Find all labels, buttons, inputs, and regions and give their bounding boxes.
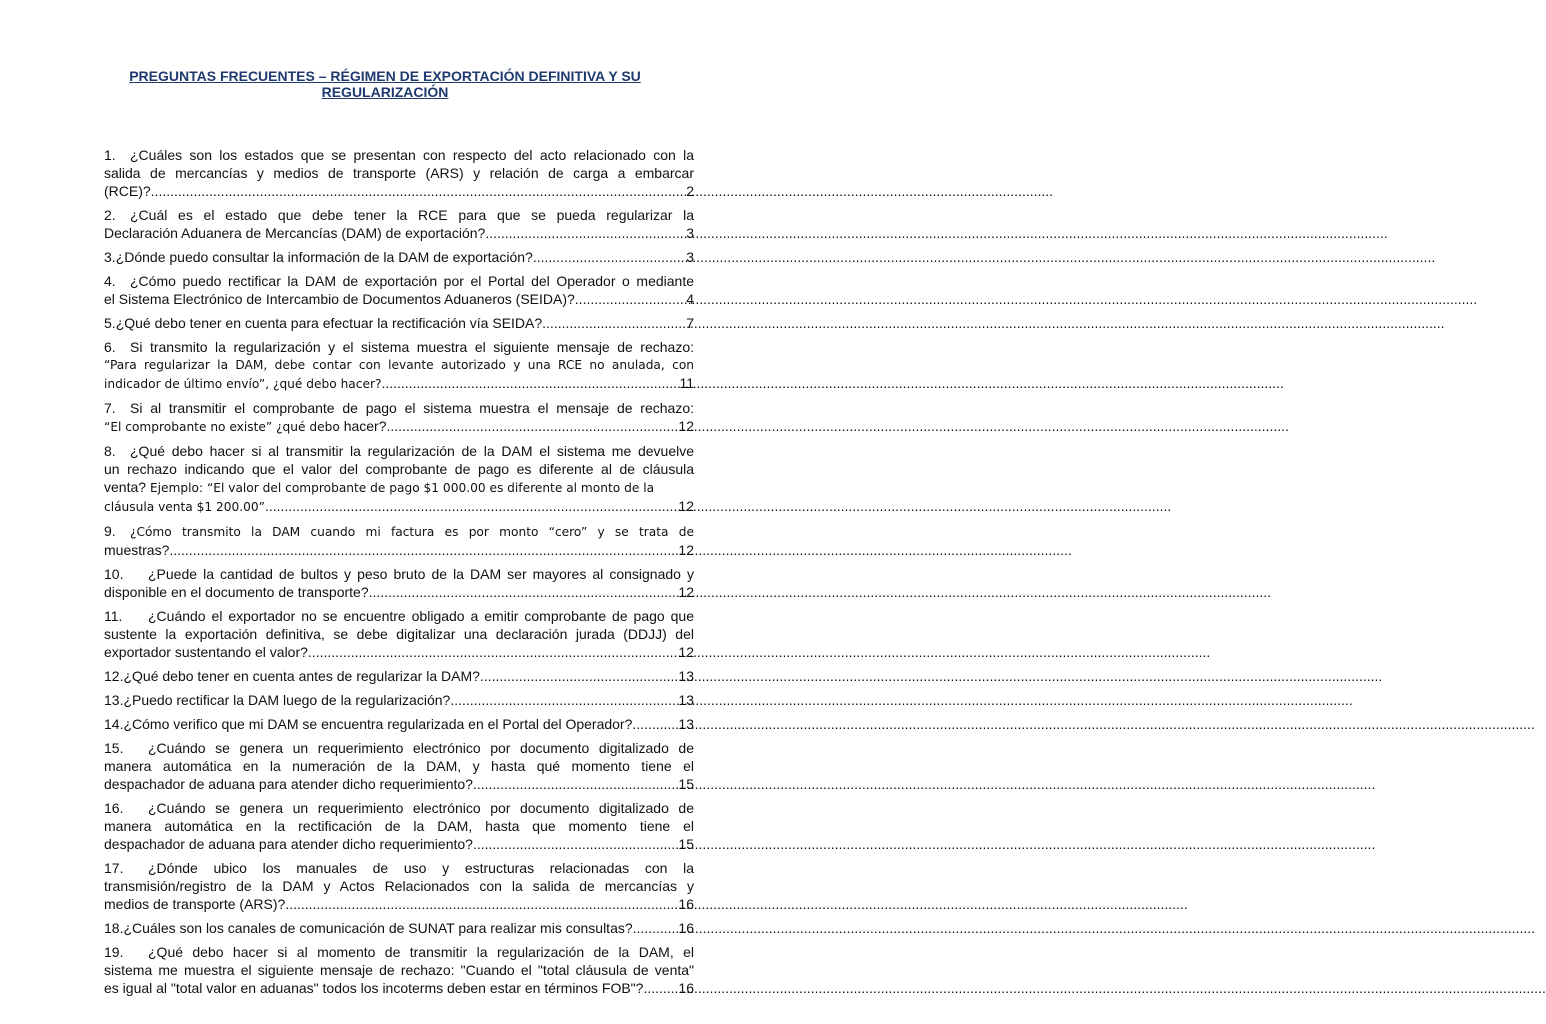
toc-text: cláusula venta $1 200.00”.	[104, 500, 269, 514]
toc-text: ¿Puedo rectificar la DAM luego de la regularización?	[123, 692, 451, 708]
title-line-2: REGULARIZACIÓN	[321, 84, 449, 100]
dot-leader	[575, 290, 686, 308]
toc-text: Declaración Aduanera de Mercancías (DAM) de exportación?	[104, 225, 486, 241]
toc-text: ¿Cuáles son los canales de comunicación de SUNAT para realizar mis consultas?	[123, 920, 633, 936]
toc-text: ¿Cuándo el exportador no se encuentre obligado a emitir comprobante de pago que	[148, 608, 694, 624]
toc-text: ¿Qué debo hacer si al momento de transmitir la regularización de la DAM, el	[148, 944, 694, 960]
toc-text: Si transmito la regularización y el sistema muestra el siguiente mensaje de rechazo:	[130, 339, 694, 355]
dot-leader	[533, 248, 686, 266]
toc-entry-5[interactable]	[104, 314, 694, 332]
toc-number: 14.	[104, 716, 124, 732]
toc-entry-16[interactable]	[104, 799, 694, 853]
toc-text: medios de transporte (ARS)?	[104, 896, 286, 912]
toc-page-number: 12	[678, 584, 694, 600]
toc-text: el Sistema Electrónico de Intercambio de Documentos Aduaneros (SEIDA)?	[104, 291, 575, 307]
toc-text: indicador de último envío”, ¿qué debo hacer?	[104, 377, 382, 391]
toc-page-number: 3	[686, 249, 694, 265]
toc-entry-4[interactable]	[104, 272, 694, 308]
toc-text: (RCE)?	[104, 183, 151, 199]
toc-page-number: 7	[686, 315, 694, 331]
toc-text: ¿Cuál es el estado que debe tener la RCE para que se pueda regularizar la	[130, 207, 694, 223]
toc-page-number: 11	[679, 375, 694, 391]
toc-number: 8.	[104, 443, 116, 459]
toc-page-number: 13	[678, 716, 694, 732]
toc-text: “Para regularizar la DAM, debe contar con levante autorizado y una RCE no anulada, con	[104, 358, 694, 372]
toc-number: 4.	[104, 273, 116, 289]
toc-text: exportador sustentando el valor?	[104, 644, 308, 660]
toc-text: sistema me muestra el siguiente mensaje de rechazo: "Cuando el "total cláusula de venta"	[104, 962, 694, 978]
toc-text: ¿Cómo puedo rectificar la DAM de exportación por el Portal del Operador o mediante	[130, 273, 694, 289]
toc-entry-11[interactable]	[104, 607, 694, 661]
toc-number: 16.	[104, 800, 124, 816]
toc-entry-17[interactable]	[104, 859, 694, 913]
title-line-1: PREGUNTAS FRECUENTES – RÉGIMEN DE EXPORTACIÓN DEFINITIVA Y SU	[129, 68, 641, 84]
dot-leader	[387, 417, 679, 435]
toc-entry-12[interactable]	[104, 667, 694, 685]
toc-text: ¿Cuáles son los estados que se presentan con respecto del acto relacionado con la	[130, 147, 694, 163]
dot-leader	[632, 715, 678, 733]
toc-text: ¿Cuándo se genera un requerimiento electrónico por documento digitalizado de	[148, 800, 694, 816]
toc-text: venta?	[104, 479, 150, 495]
dot-leader	[542, 314, 686, 332]
toc-page-number: 15	[678, 836, 694, 852]
toc-number: 9.	[104, 523, 116, 539]
toc-entry-8[interactable]	[104, 442, 694, 516]
toc-text: salida de mercancías y medios de transporte (ARS) y relación de carga a embarcar	[104, 165, 694, 181]
toc-text: disponible en el documento de transporte?	[104, 584, 369, 600]
toc-page-number: 13	[678, 668, 694, 684]
dot-leader	[450, 691, 678, 709]
dot-leader	[473, 835, 678, 853]
toc-entry-18[interactable]	[104, 919, 694, 937]
toc-number: 11.	[104, 608, 123, 624]
toc-entry-7[interactable]	[104, 399, 694, 436]
toc-number: 19.	[104, 944, 124, 960]
toc-number: 5.	[104, 315, 116, 331]
toc-text: despachador de aduana para atender dicho requerimiento?	[104, 776, 473, 792]
dot-leader	[485, 224, 686, 242]
toc-page-number: 12	[678, 498, 694, 514]
toc-page-number: 2	[686, 183, 694, 199]
toc-entry-15[interactable]	[104, 739, 694, 793]
toc-text: es igual al "total valor en aduanas" todos los incoterms deben estar en términos FOB"?	[104, 980, 644, 996]
document-page	[0, 0, 768, 1024]
toc-text: ¿Qué debo tener en cuenta para efectuar la rectificación vía SEIDA?	[115, 315, 543, 331]
toc-page-number: 16	[678, 920, 694, 936]
toc-entry-2[interactable]	[104, 206, 694, 242]
toc-entry-3[interactable]	[104, 248, 694, 266]
dot-leader	[169, 541, 678, 559]
toc-text: ¿Qué debo tener en cuenta antes de regularizar la DAM?	[123, 668, 480, 684]
toc-page-number: 4	[686, 291, 694, 307]
toc-number: 17.	[104, 860, 124, 876]
toc-text: Ejemplo: “El valor del comprobante de pago $1 000.00 es diferente al monto de la	[149, 481, 655, 495]
toc-number: 12.	[104, 668, 124, 684]
toc-text: Si al transmitir el comprobante de pago el sistema muestra el mensaje de rechazo:	[130, 400, 694, 416]
toc-entry-9[interactable]	[104, 522, 694, 559]
toc-text: un rechazo indicando que el valor del comprobante de pago es diferente al de cláusula	[104, 461, 694, 477]
toc-number: 1.	[104, 147, 116, 163]
toc-text: ¿Cómo transmito la DAM cuando mi factura es por monto “cero” y se trata de	[130, 525, 694, 539]
toc-number: 7.	[104, 400, 116, 416]
dot-leader	[480, 667, 679, 685]
toc-page-number: 13	[678, 692, 694, 708]
toc-text: ¿Puede la cantidad de bultos y peso bruto de la DAM ser mayores al consignado y	[148, 566, 694, 582]
toc-text: ¿Dónde ubico los manuales de uso y estructuras relacionadas con la	[148, 860, 694, 876]
toc-text: sustente la exportación definitiva, se debe digitalizar una declaración jurada (DDJJ) del	[104, 626, 694, 642]
toc-page-number: 16	[678, 896, 694, 912]
toc-page-number: 16	[678, 980, 694, 996]
toc-page-number: 15	[678, 776, 694, 792]
toc-number: 15.	[104, 740, 124, 756]
toc-text: ¿Cuándo se genera un requerimiento electrónico por documento digitalizado de	[148, 740, 694, 756]
toc-entry-19[interactable]	[104, 943, 694, 997]
toc-text: “El comprobante no existe” ¿qué debo	[104, 420, 344, 434]
dot-leader	[369, 583, 679, 601]
dot-leader	[308, 643, 679, 661]
toc-text: ¿Cómo verifico que mi DAM se encuentra regularizada en el Portal del Operador?	[123, 716, 633, 732]
toc-text: hacer?	[343, 418, 387, 434]
dot-leader	[151, 182, 687, 200]
toc-text: transmisión/registro de la DAM y Actos Relacionados con la salida de mercancías y	[104, 878, 694, 894]
toc-number: 2.	[104, 207, 116, 223]
toc-text: ¿Dónde puedo consultar la información de la DAM de exportación?	[115, 249, 533, 265]
toc-text: manera automática en la rectificación de la DAM, hasta que momento tiene el	[104, 818, 694, 834]
toc-page-number: 12	[678, 542, 694, 558]
toc-text: ¿Qué debo hacer si al transmitir la regularización de la DAM el sistema me devuelve	[130, 443, 694, 459]
toc-number: 13.	[104, 692, 124, 708]
dot-leader	[381, 374, 679, 392]
toc-number: 10.	[104, 566, 124, 582]
toc-number: 3.	[104, 249, 116, 265]
toc-page-number: 12	[678, 644, 694, 660]
toc-page-number: 12	[678, 418, 694, 434]
toc-entry-1[interactable]	[104, 146, 694, 200]
table-of-contents	[104, 146, 694, 1003]
toc-entry-14[interactable]	[104, 715, 694, 733]
toc-entry-6[interactable]	[104, 338, 694, 393]
dot-leader	[473, 775, 678, 793]
toc-page-number: 3	[686, 225, 694, 241]
toc-text: despachador de aduana para atender dicho requerimiento?	[104, 836, 473, 852]
document-title	[110, 68, 660, 100]
dot-leader	[269, 497, 679, 515]
toc-number: 6.	[104, 339, 116, 355]
toc-entry-10[interactable]	[104, 565, 694, 601]
dot-leader	[285, 895, 678, 913]
toc-text: muestras?	[104, 542, 170, 558]
toc-entry-13[interactable]	[104, 691, 694, 709]
dot-leader	[633, 919, 679, 937]
toc-text: manera automática en la numeración de la DAM, y hasta qué momento tiene el	[104, 758, 694, 774]
dot-leader	[643, 979, 678, 997]
toc-number: 18.	[104, 920, 124, 936]
